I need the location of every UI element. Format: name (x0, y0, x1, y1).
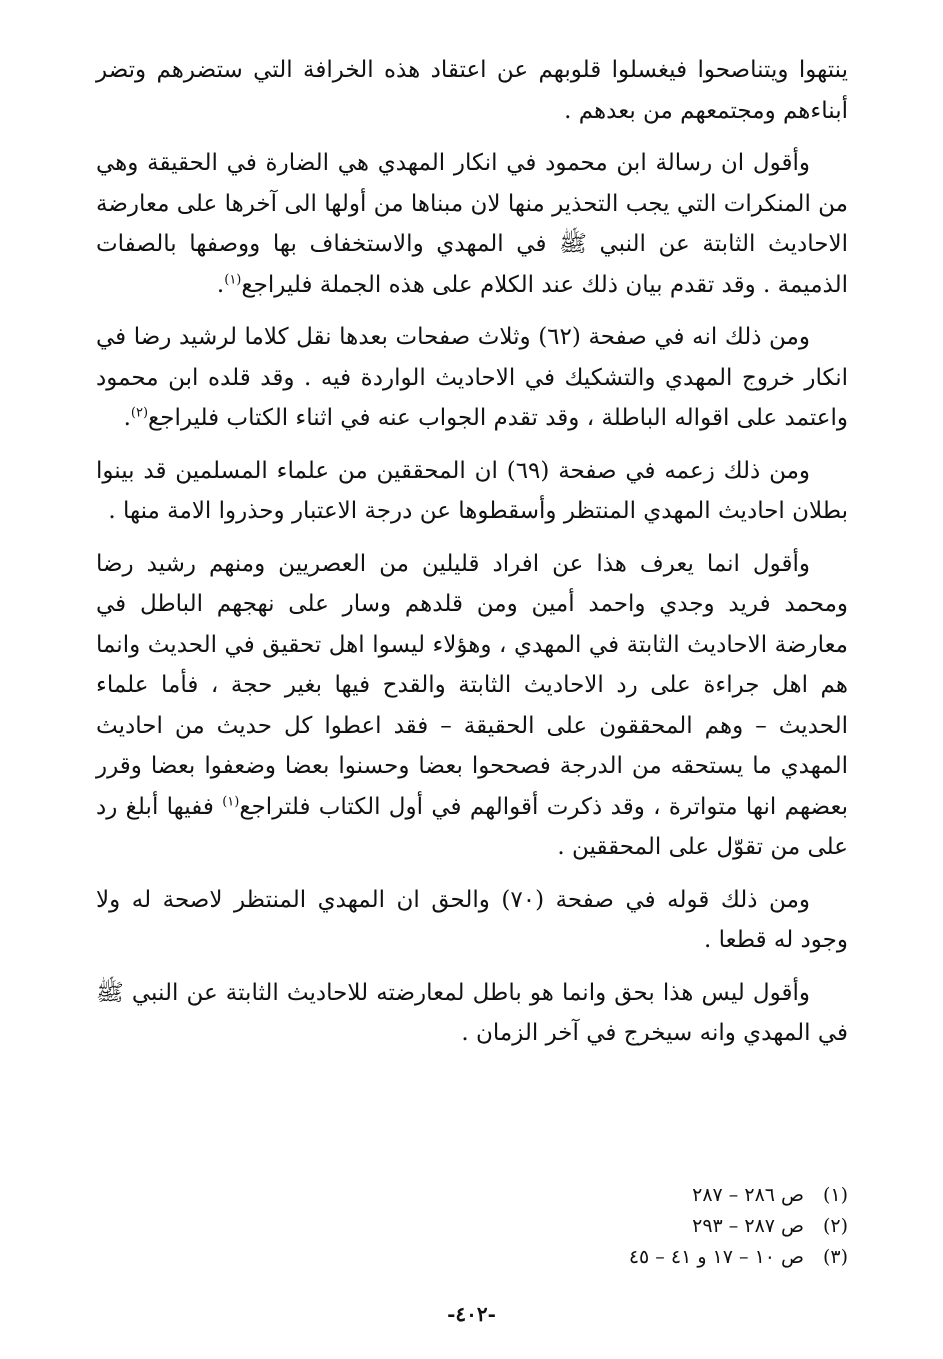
paragraph-text: ينتهوا ويتناصحوا فيغسلوا قلوبهم عن اعتقاد هذه الخرافة التي ستضرهم وتضر أبناءهم ومجتمعهم من بعدهم . (96, 57, 848, 124)
paragraph-1 (96, 50, 848, 131)
footnote-number: (٣) (822, 1246, 848, 1268)
paragraph-4 (96, 451, 848, 532)
paragraph-text: ومن ذلك انه في صفحة (٦٢) وثلاث صفحات بعدها نقل كلاما لرشيد رضا في انكار خروج المهدي والتشكيك في الاحاديث الواردة فيه . وقد قلده ابن محمود واعتمد على اقواله الباطلة ، وقد تقدم الجواب عنه في اثناء الكتاب فليراجع (96, 324, 848, 431)
footnote-1 (500, 1180, 848, 1211)
footnote-text: ص ١٠ – ١٧ و ٤١ – ٤٥ (628, 1246, 804, 1268)
footnotes (500, 1180, 848, 1273)
paragraph-text: ومن ذلك قوله في صفحة (٧٠) والحق ان المهدي المنتظر لاصحة له ولا وجود له قطعا . (96, 886, 848, 953)
footnote-3 (500, 1242, 848, 1273)
paragraph-text: ومن ذلك زعمه في صفحة (٦٩) ان المحققين من علماء المسلمين قد بينوا بطلان احاديث المهدي المنتظر وأسقطوها عن درجة الاعتبار وحذروا الامة منها . (96, 457, 848, 524)
paragraph-tail: . (216, 271, 225, 298)
paragraph-tail: . (123, 405, 131, 431)
paragraph-tail: ففيها أبلغ رد على من تقوّل على المحققين . (96, 793, 848, 860)
main-text (96, 50, 848, 1066)
footnote-2 (500, 1211, 848, 1242)
paragraph-text: وأقول ان رسالة ابن محمود في انكار المهدي هي الضارة في الحقيقة وهي من المنكرات التي يجب التحذير منها لان مبناها من أولها الى آخرها على معارضة الاحاديث الثابتة عن النبي ﷺ في المهدي والاستخفاف بها ووصفها بالصفات الذميمة . وقد تقدم بيان ذلك عند الكلام على هذه الجملة فليراجع (96, 150, 848, 298)
paragraph-5 (96, 544, 848, 868)
paragraph-7 (96, 973, 848, 1054)
paragraph-text: وأقول ليس هذا بحق وانما هو باطل لمعارضته للاحاديث الثابتة عن النبي ﷺ في المهدي وانه سيخرج في آخر الزمان . (96, 979, 848, 1046)
paragraph-text: وأقول انما يعرف هذا عن افراد قليلين من العصريين ومنهم رشيد رضا ومحمد فريد وجدي واحمد أمين ومن قلدهم وسار على نهجهم الباطل في معارضة الاحاديث الثابتة في المهدي ، وهؤلاء ليسوا اهل تحقيق في الحديث وانما هم اهل جراءة على رد الاحاديث الثابتة والقدح فيها بغير حجة ، فأما علماء الحديث – وهم المحققون على الحقيقة – فقد اعطوا كل حديث من احاديث المهدي ما يستحقه من الدرجة فصححوا بعضا وحسنوا بعضا وضعفوا بعضا وقرر بعضهم انها متواترة ، وقد ذكرت أقوالهم في أول الكتاب فلتراجع (96, 550, 849, 820)
footnote-number: (٢) (822, 1215, 848, 1237)
footnote-text: ص ٢٨٧ – ٢٩٣ (692, 1215, 804, 1237)
footnote-ref: (١) (222, 793, 240, 809)
paragraph-2 (96, 143, 848, 305)
paragraph-6 (96, 880, 848, 961)
footnote-text: ص ٢٨٦ – ٢٨٧ (692, 1184, 804, 1206)
paragraph-3 (96, 317, 848, 439)
footnote-ref: (١) (224, 271, 242, 287)
footnote-ref: (٢) (130, 405, 149, 421)
footnote-number: (١) (822, 1184, 848, 1206)
page-number: -٤٠٢- (447, 1302, 496, 1326)
